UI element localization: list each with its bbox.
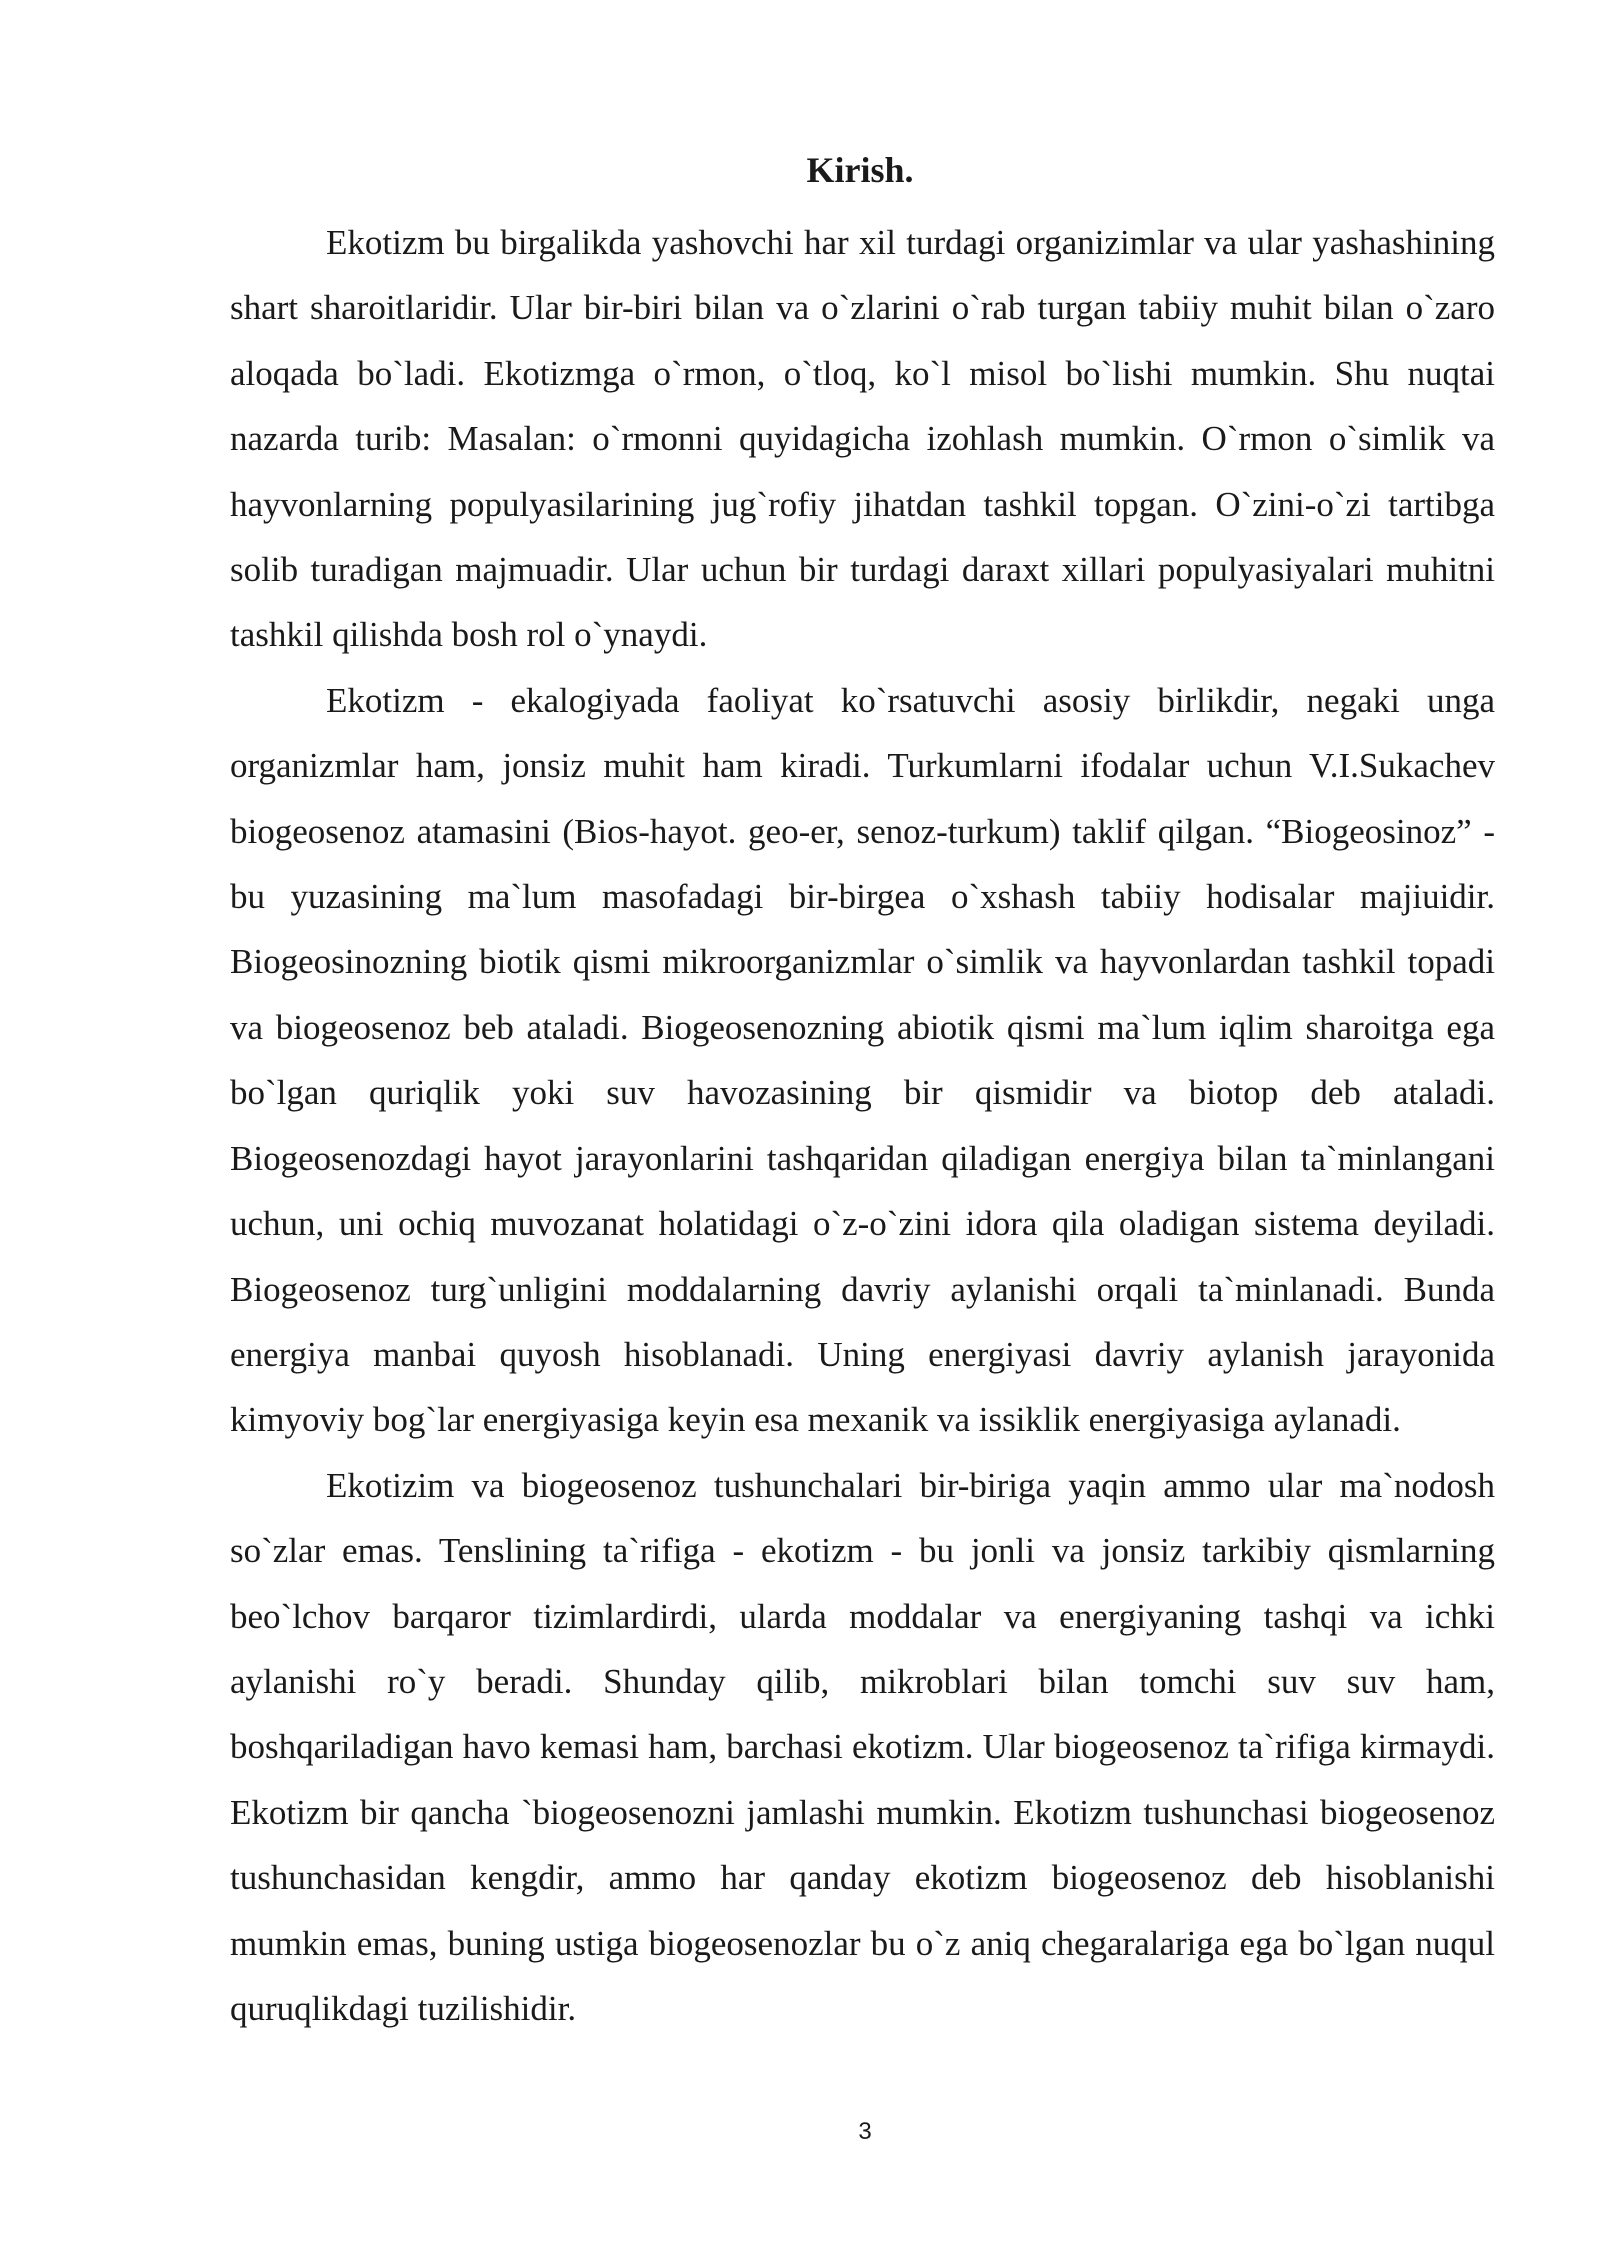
paragraph-1: Ekotizm bu birgalikda yashovchi har xil turdagi organizimlar va ular yashashining shart sharoitlaridir. Ular bir-biri bilan va o`zlarini o`rab turgan tabiiy muhit bilan o`zaro aloqada bo`ladi. Ekotizmga o`rmon, o`tloq, ko`l misol bo`lishi mumkin. Shu nuqtai nazarda turib: Masalan: o`rmonni quyidagicha izohlash mumkin. O`rmon o`simlik va hayvonlarning populyasilarining jug`rofiy jihatdan tashkil topgan. O`zini-o`zi tartibga solib turadigan majmuadir. Ular uchun bir turdagi daraxt xillari populyasiyalari muhitni tashkil qilishda bosh rol o`ynaydi. bbox=[230, 223, 1495, 655]
paragraph-2: Ekotizm - ekalogiyada faoliyat ko`rsatuvchi asosiy birlikdir, negaki unga organizmlar ham, jonsiz muhit ham kiradi. Turkumlarni ifodalar uchun V.I.Sukachev biogeosenoz atamasini (Bios-hayot. geo-er, senoz-turkum) taklif qilgan. “Biogeosinoz” - bu yuzasining ma`lum masofadagi bir-birgea o`xshash tabiiy hodisalar majiuidir. Biogeosinozning biotik qismi mikroorganizmlar o`simlik va hayvonlardan tashkil topadi va biogeosenoz beb ataladi. Biogeosenozning abiotik qismi ma`lum iqlim sharoitga ega bo`lgan quriqlik yoki suv havozasining bir qismidir va biotop deb ataladi. Biogeosenozdagi hayot jarayonlarini tashqaridan qiladigan energiya bilan ta`minlangani uchun, uni ochiq muvozanat holatidagi o`z-o`zini idora qila oladigan sistema deyiladi. Biogeosenoz turg`unligini moddalarning davriy aylanishi orqali ta`minlanadi. Bunda energiya manbai quyosh hisoblanadi. Uning energiyasi davriy aylanish jarayonida kimyoviy bog`lar energiyasiga keyin esa mexanik va issiklik energiyasiga aylanadi. bbox=[230, 680, 1495, 1440]
body-text bbox=[230, 210, 1495, 2041]
page-number: 3 bbox=[858, 2118, 872, 2145]
paragraph-3: Ekotizim va biogeosenoz tushunchalari bir-biriga yaqin ammo ular ma`nodosh so`zlar emas. Tenslining ta`rifiga - ekotizm - bu jonli va jonsiz tarkibiy qismlarning beo`lchov barqaror tizimlardirdi, ularda moddalar va energiyaning tashqi va ichki aylanishi ro`y beradi. Shunday qilib, mikroblari bilan tomchi suv suv ham, boshqariladigan havo kemasi ham, barchasi ekotizm. Ular biogeosenoz ta`rifiga kirmaydi. Ekotizm bir qancha `biogeosenozni jamlashi mumkin. Ekotizm tushunchasi biogeosenoz tushunchasidan kengdir, ammo har qanday ekotizm biogeosenoz deb hisoblanishi mumkin emas, buning ustiga biogeosenozlar bu o`z aniq chegaralariga ega bo`lgan nuqul quruqlikdagi tuzilishidir. bbox=[230, 1465, 1495, 2028]
page-title: Kirish. bbox=[806, 150, 914, 190]
